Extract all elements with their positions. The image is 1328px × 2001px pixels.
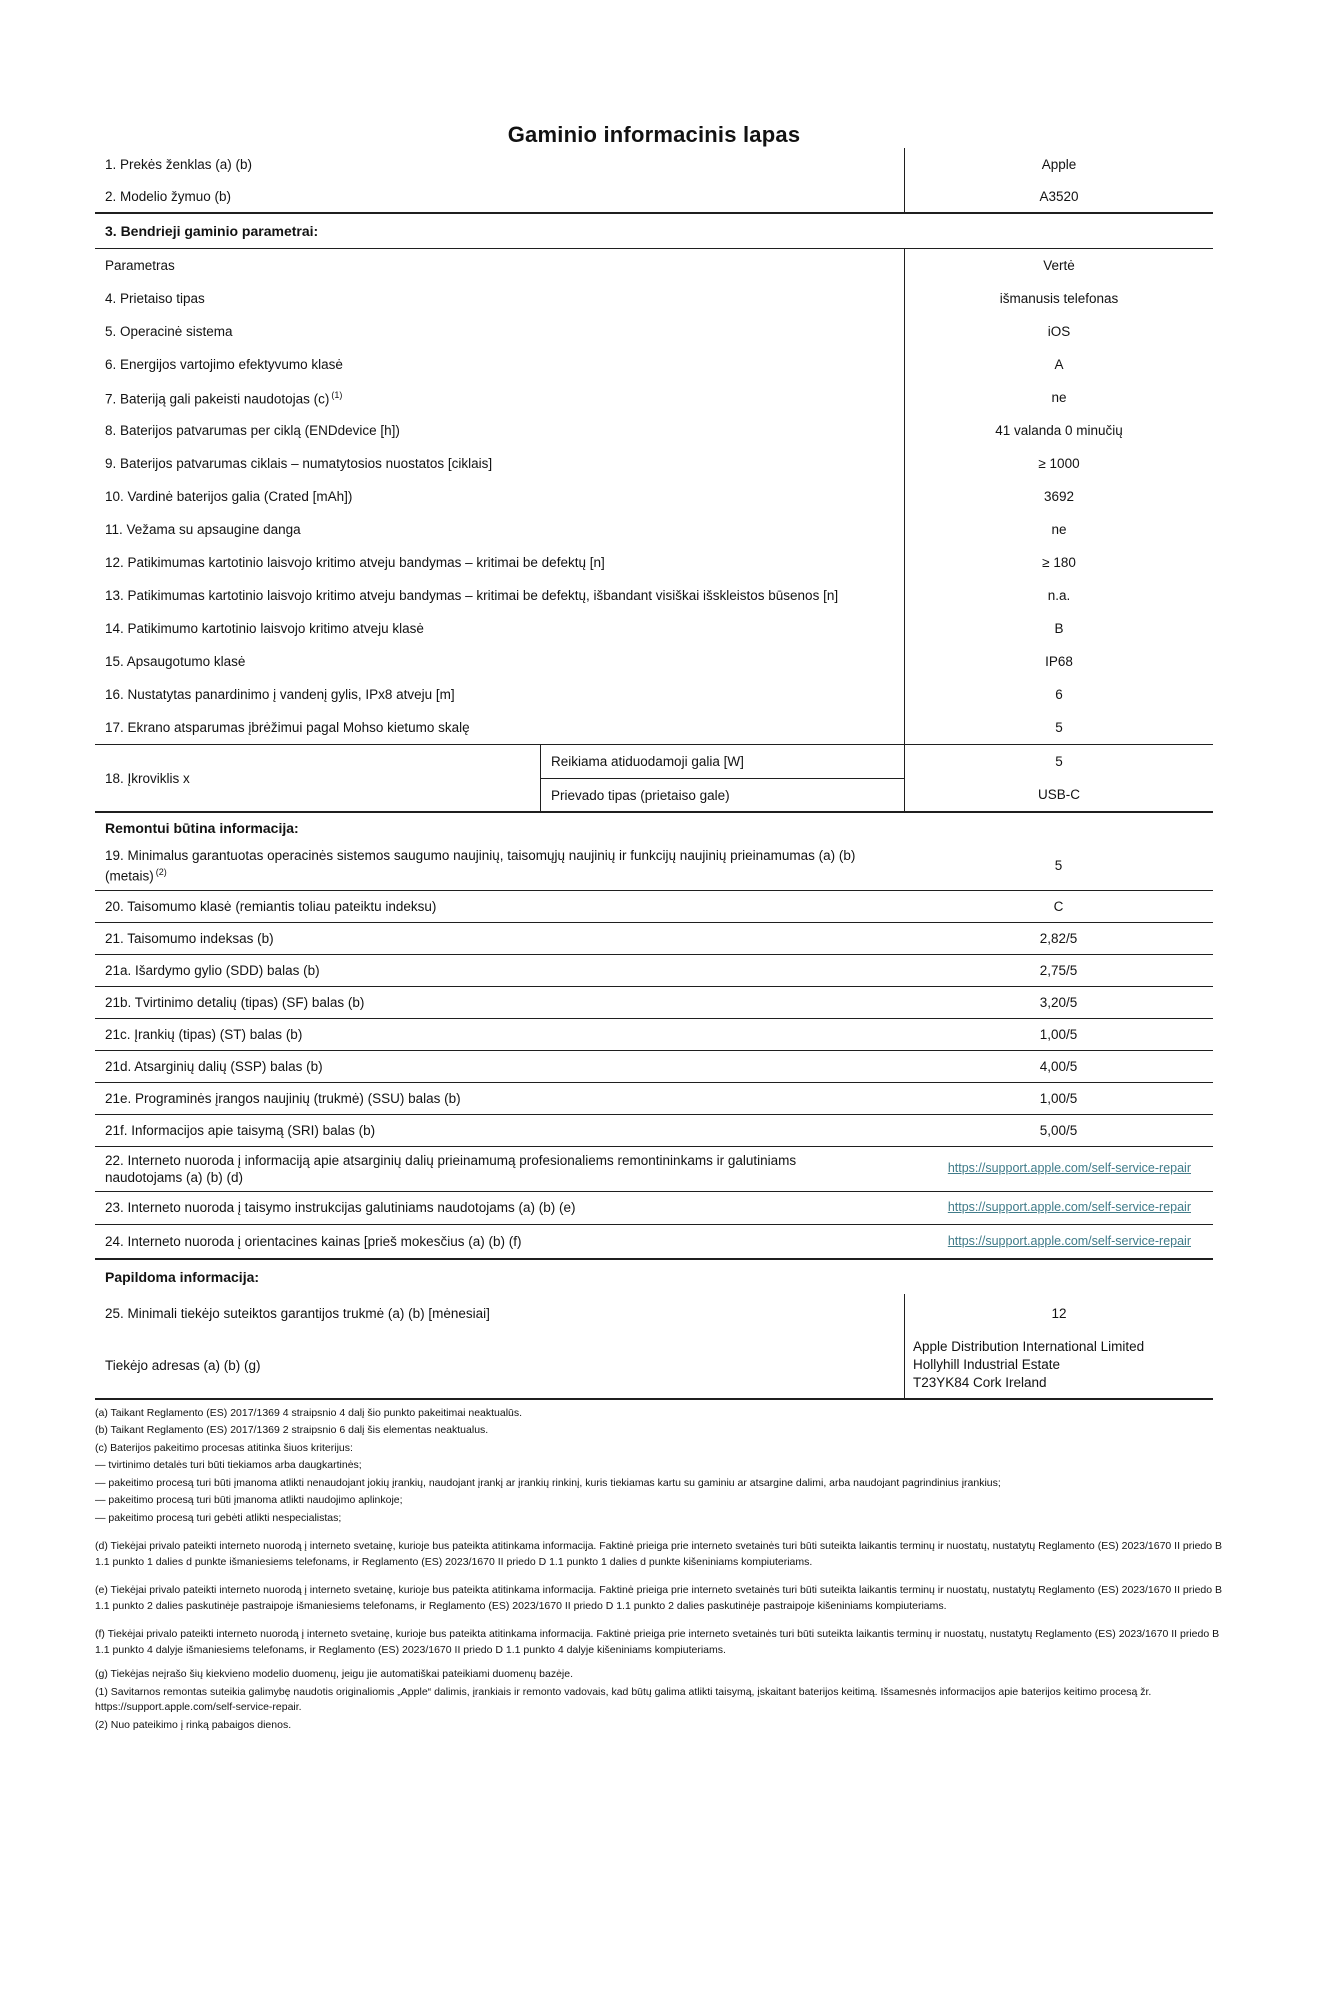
row-value: išmanusis telefonas — [904, 282, 1213, 315]
row-label: 17. Ekrano atsparumas įbrėžimui pagal Mohso kietumo skalę — [105, 720, 470, 735]
supplier-address-line: Apple Distribution International Limited — [913, 1338, 1145, 1354]
identity-section — [95, 148, 1213, 212]
repair-links-table — [95, 1147, 1213, 1258]
general-parameters-table — [95, 249, 1213, 744]
row-label: 1. Prekės ženklas (a) (b) — [105, 156, 253, 172]
footnote-c: (c) Baterijos pakeitimo procesas atitinka šiuos kriterijus: — [95, 1441, 353, 1454]
repair-instructions-link[interactable]: https://support.apple.com/self-service-repair — [947, 1200, 1191, 1214]
footnotes — [95, 1406, 1223, 1734]
footnote-ref-1: (1) — [331, 390, 343, 401]
row-value: 2,75/5 — [1039, 962, 1078, 978]
section-header-repair: Remontui būtina informacija: — [105, 820, 299, 836]
row-value: 3,20/5 — [1039, 994, 1078, 1010]
row-battery-capacity — [95, 480, 1213, 513]
row-brand — [95, 148, 1213, 180]
row-ingress-protection — [95, 645, 1213, 678]
row-value: 4,00/5 — [1039, 1058, 1078, 1074]
row-label: 18. Įkroviklis x — [105, 770, 190, 786]
charger-subtable — [540, 745, 1213, 811]
row-label: 14. Patikimumo kartotinio laisvojo kritimo atveju klasė — [105, 621, 424, 636]
row-sdd-score — [95, 955, 1213, 987]
row-spare-parts-link — [95, 1147, 1213, 1192]
row-label: 9. Baterijos patvarumas ciklais – numatytosios nuostatos [ciklais] — [105, 456, 493, 471]
row-sf-score — [95, 987, 1213, 1019]
row-value: Apple — [904, 148, 1213, 180]
row-label: 21a. Išardymo gylio (SDD) balas (b) — [105, 962, 320, 978]
column-header-parameter: Parametras — [105, 258, 175, 273]
row-energy-class — [95, 348, 1213, 381]
footnote-c-criterion: — pakeitimo procesą turi būti įmanoma atlikti naudojimo aplinkoje; — [95, 1494, 403, 1506]
column-header-value: Vertė — [904, 249, 1213, 282]
row-label: 21d. Atsarginių dalių (SSP) balas (b) — [105, 1058, 323, 1074]
row-value: 5,00/5 — [1039, 1122, 1078, 1138]
row-indicative-prices-link — [95, 1225, 1213, 1258]
row-value: 6 — [904, 678, 1213, 711]
row-value: 1,00/5 — [1039, 1026, 1078, 1042]
row-repairability-class — [95, 891, 1213, 923]
row-label: 21. Taisomumo indeksas (b) — [105, 930, 274, 946]
row-label: Prievado tipas (prietaiso gale) — [541, 778, 904, 811]
row-label: 25. Minimali tiekėjo suteiktos garantijos trukmė (a) (b) [mėnesiai] — [105, 1306, 490, 1321]
row-label: 2. Modelio žymuo (b) — [105, 188, 232, 204]
row-warranty — [95, 1294, 1213, 1334]
row-value: 2,82/5 — [1039, 930, 1078, 946]
additional-info-table — [95, 1294, 1213, 1400]
row-label: 15. Apsaugotumo klasė — [105, 654, 246, 669]
row-label: 8. Baterijos patvarumas per ciklą (ENDdevice [h]) — [105, 423, 400, 438]
page-title: Gaminio informacinis lapas — [507, 122, 801, 147]
supplier-address-line: Hollyhill Industrial Estate — [913, 1356, 1061, 1372]
column-header-row — [95, 249, 1213, 282]
section-header-general: 3. Bendrieji gaminio parametrai: — [95, 212, 1213, 249]
row-label: 20. Taisomumo klasė (remiantis toliau pateiktu indeksu) — [105, 898, 437, 914]
row-label: 19. Minimalus garantuotas operacinės sistemos saugumo naujinių, taisomųjų naujinių ir funkcijų naujinių prieinamumas (a) (b) (metais) — [105, 848, 856, 884]
row-charger-power — [541, 745, 1213, 778]
row-value: ≥ 1000 — [904, 447, 1213, 480]
footnote-f: (f) Tiekėjai privalo pateikti interneto nuorodą į interneto svetainę, kurioje bus pateikta atitinkama informacija. Faktinė prieiga prie interneto svetainės turi būti suteikta laikantis terminų ir nuostatų, nustatytų Reglamento (ES) 2023/1670 II priedo B 1.1 punkto 4 dalyje išmaniesiems telefonams, ir Reglamento (ES) 2023/1670 II priedo D 1.1 punkto 4 dalyje kišeniniams kompiuteriams. — [95, 1628, 1220, 1656]
row-charger — [95, 744, 1213, 813]
footnote-b: (b) Taikant Reglamento (ES) 2017/1369 2 straipsnio 6 dalį šis elementas neaktualus. — [95, 1424, 489, 1436]
row-label: 5. Operacinė sistema — [105, 324, 233, 339]
row-value: 3692 — [904, 480, 1213, 513]
row-label: 7. Bateriją gali pakeisti naudotojas (c) — [105, 391, 330, 407]
footnote-e: (e) Tiekėjai privalo pateikti interneto nuorodą į interneto svetainę, kurioje bus pateikta atitinkama informacija. Faktinė prieiga prie interneto svetainės turi būti suteikta laikantis terminų ir nuostatų, nustatytų Reglamento (ES) 2023/1670 II priedo B 1.1 punkto 2 dalies paskutinėje pastraipoje išmaniesiems telefonams, ir Reglamento (ES) 2023/1670 II priedo D 1.1 punkto 2 dalies paskutinėje pastraipoje kišeniniams kompiuteriams. — [95, 1584, 1223, 1612]
row-label: 21e. Programinės įrangos naujinių (trukmė) (SSU) balas (b) — [105, 1090, 461, 1106]
section-header-additional: Papildoma informacija: — [95, 1258, 1213, 1294]
row-value: 5 — [1054, 858, 1063, 874]
row-value: USB-C — [904, 778, 1213, 811]
footnote-g: (g) Tiekėjas neįrašo šių kiekvieno modelio duomenų, jeigu jie automatiškai pateikiami duomenų bazėje. — [95, 1668, 574, 1680]
row-protective-cover — [95, 513, 1213, 546]
row-supplier-address — [95, 1334, 1213, 1400]
footnote-a: (a) Taikant Reglamento (ES) 2017/1369 4 straipsnio 4 dalį šio punkto pakeitimai neaktualūs. — [95, 1406, 523, 1419]
row-label: 10. Vardinė baterijos galia (Crated [mAh]) — [105, 489, 353, 504]
row-repairability-index — [95, 923, 1213, 955]
row-repair-instructions-link — [95, 1192, 1213, 1225]
footnote-c-criterion: — tvirtinimo detalės turi būti tiekiamos arba daugkartinės; — [95, 1459, 362, 1471]
row-value: ne — [904, 513, 1213, 546]
indicative-prices-link[interactable]: https://support.apple.com/self-service-repair — [947, 1233, 1191, 1248]
row-operating-system — [95, 315, 1213, 348]
row-os-updates-guarantee — [95, 842, 1213, 891]
footnote-1: (1) Savitarnos remontas suteikia galimybę naudotis originaliomis „Apple“ dalimis, įrankiais ir remonto vadovais, kad būtų galima atlikti taisymą, įskaitant baterijos keitimą. Išsamesnės informacijos apie baterijos keitimo procesą žr. https://support.apple.com/self-service-repair. — [95, 1685, 1152, 1713]
row-sri-score — [95, 1115, 1213, 1147]
row-device-type — [95, 282, 1213, 315]
row-value: 5 — [904, 745, 1213, 778]
footnote-ref-2: (2) — [155, 867, 167, 877]
supplier-address-line: T23YK84 Cork Ireland — [913, 1374, 1047, 1390]
row-value: iOS — [904, 315, 1213, 348]
row-battery-endurance-cycles — [95, 447, 1213, 480]
row-immersion-depth — [95, 678, 1213, 711]
row-value: B — [904, 612, 1213, 645]
row-charger-port — [541, 778, 1213, 811]
row-label: 21c. Įrankių (tipas) (ST) balas (b) — [105, 1026, 303, 1042]
row-drop-test — [95, 546, 1213, 579]
row-model — [95, 180, 1213, 212]
row-value: 5 — [904, 711, 1213, 744]
row-value: n.a. — [904, 579, 1213, 612]
row-label: 22. Interneto nuoroda į informaciją apie atsarginių dalių prieinamumą profesionaliems remontininkams ir galutiniams naudotojams (a) (b) (d) — [105, 1152, 797, 1185]
row-value: A3520 — [904, 180, 1213, 212]
row-drop-test-unfolded — [95, 579, 1213, 612]
footnote-c-criterion: — pakeitimo procesą turi gebėti atlikti nespecialistas; — [95, 1511, 342, 1524]
row-value: IP68 — [904, 645, 1213, 678]
repairability-scores-table — [95, 891, 1213, 1147]
row-label: Reikiama atiduodamoji galia [W] — [551, 754, 744, 769]
footnote-2: (2) Nuo pateikimo į rinką pabaigos dienos. — [95, 1718, 292, 1731]
row-ssu-score — [95, 1083, 1213, 1115]
row-value: C — [1053, 898, 1064, 914]
row-label: 24. Interneto nuoroda į orientacines kainas [prieš mokesčius (a) (b) (f) — [105, 1233, 522, 1249]
row-label: 4. Prietaiso tipas — [105, 291, 205, 306]
row-st-score — [95, 1019, 1213, 1051]
row-label: 12. Patikimumas kartotinio laisvojo kritimo atveju bandymas – kritimai be defektų [n] — [105, 555, 605, 570]
row-value: 41 valanda 0 minučių — [904, 414, 1213, 447]
footnote-d: (d) Tiekėjai privalo pateikti interneto nuorodą į interneto svetainę, kurioje bus pateikta atitinkama informacija. Faktinė prieiga prie interneto svetainės turi būti suteikta laikantis terminų ir nuostatų, nustatytų Reglamento (ES) 2023/1670 II priedo B 1.1 punkto 1 dalies d punkte išmaniesiems telefonams, ir Reglamento (ES) 2023/1670 II priedo D 1.1 punkto 1 dalies d punkte kišeniniams kompiuteriams. — [95, 1540, 1223, 1568]
row-drop-reliability-class — [95, 612, 1213, 645]
row-value: 12 — [904, 1294, 1213, 1334]
row-value: A — [904, 348, 1213, 381]
row-label: 21b. Tvirtinimo detalių (tipas) (SF) balas (b) — [105, 994, 365, 1010]
row-battery-endurance-per-cycle — [95, 414, 1213, 447]
product-information-sheet — [95, 122, 1223, 1733]
row-label: Tiekėjo adresas (a) (b) (g) — [105, 1358, 261, 1373]
row-label: 13. Patikimumas kartotinio laisvojo kritimo atveju bandymas – kritimai be defektų, išbandant visiškai išskleistos būsenos [n] — [105, 588, 839, 603]
supplier-address — [904, 1334, 1213, 1398]
row-label: 23. Interneto nuoroda į taisymo instrukcijas galutiniams naudotojams (a) (b) (e) — [105, 1200, 576, 1215]
row-label: 11. Vežama su apsaugine danga — [105, 522, 301, 537]
row-value: 1,00/5 — [1039, 1090, 1078, 1106]
row-battery-user-replaceable — [95, 381, 1213, 414]
row-ssp-score — [95, 1051, 1213, 1083]
row-label: 16. Nustatytas panardinimo į vandenį gylis, IPx8 atveju [m] — [105, 687, 455, 702]
row-label: 6. Energijos vartojimo efektyvumo klasė — [105, 357, 343, 372]
row-value: ≥ 180 — [904, 546, 1213, 579]
spare-parts-availability-link[interactable]: https://support.apple.com/self-service-repair — [947, 1161, 1191, 1175]
row-scratch-resistance — [95, 711, 1213, 744]
footnote-c-criterion: — pakeitimo procesą turi būti įmanoma atlikti nenaudojant jokių įrankių, naudojant įrankį ar įrankių rinkinį, kuris tiekiamas kartu su gaminiu ar atsargine dalimi, arba naudojant pagrindinius įrankius; — [95, 1476, 1001, 1489]
row-label: 21f. Informacijos apie taisymą (SRI) balas (b) — [105, 1122, 376, 1138]
row-value: ne — [904, 381, 1213, 414]
